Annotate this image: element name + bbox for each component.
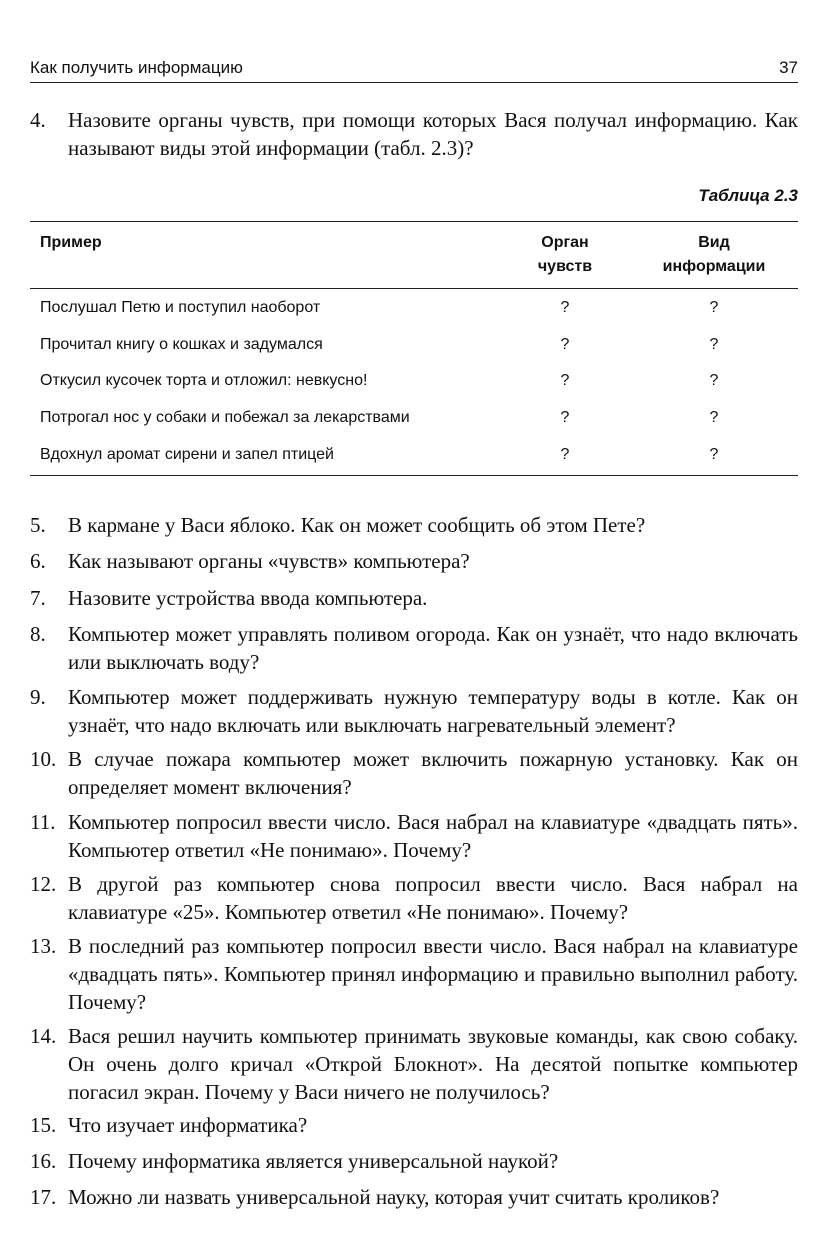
question-number: 11. bbox=[30, 810, 56, 834]
table-row bbox=[30, 443, 798, 479]
header-info-type bbox=[630, 231, 798, 279]
header-title: Как получить информацию bbox=[30, 58, 243, 77]
question-number: 16. bbox=[30, 1149, 57, 1173]
cell-organ: ? bbox=[560, 299, 570, 316]
cell-example: Вдохнул аромат сирени и запел птицей bbox=[40, 446, 334, 463]
question-4 bbox=[30, 106, 798, 162]
question-14 bbox=[30, 1022, 798, 1106]
question-16 bbox=[30, 1147, 798, 1175]
cell-organ: ? bbox=[560, 372, 570, 389]
question-text: Назовите устройства ввода компьютера. bbox=[68, 586, 428, 610]
cell-organ: ? bbox=[560, 409, 570, 426]
question-5 bbox=[30, 511, 798, 539]
table-row bbox=[30, 296, 798, 332]
cell-type: ? bbox=[709, 299, 719, 316]
question-number: 5. bbox=[30, 513, 46, 537]
header-example: Пример bbox=[40, 234, 102, 251]
question-number: 4. bbox=[30, 108, 46, 132]
header-type-line1: Вид bbox=[698, 234, 730, 251]
question-11 bbox=[30, 808, 798, 864]
table-row bbox=[30, 369, 798, 405]
question-6 bbox=[30, 547, 798, 575]
question-text: Почему информатика является универсальной наукой? bbox=[68, 1149, 559, 1173]
question-number: 17. bbox=[30, 1185, 57, 1209]
question-10 bbox=[30, 745, 798, 801]
question-text: В кармане у Васи яблоко. Как он может сообщить об этом Пете? bbox=[68, 513, 646, 537]
question-13 bbox=[30, 932, 798, 1016]
question-text: В другой раз компьютер снова попросил ввести число. Вася набрал на клавиатуре «25». Компьютер ответил «Не понимаю». Почему? bbox=[68, 872, 798, 924]
question-9 bbox=[30, 683, 798, 739]
question-text: Что изучает информатика? bbox=[68, 1113, 308, 1137]
question-text: Компьютер может управлять поливом огорода. Как он узнаёт, что надо включать или выключать воду? bbox=[68, 622, 798, 674]
cell-example: Потрогал нос у собаки и побежал за лекарствами bbox=[40, 409, 410, 426]
question-text: Можно ли назвать универсальной науку, которая учит считать кроликов? bbox=[68, 1185, 720, 1209]
question-text: В последний раз компьютер попросил ввести число. Вася набрал на клавиатуре «двадцать пять». Компьютер принял информацию и правильно выполнил работу. Почему? bbox=[68, 934, 798, 1014]
question-text: Как называют органы «чувств» компьютера? bbox=[68, 549, 470, 573]
table-header-rule bbox=[30, 288, 798, 289]
cell-organ: ? bbox=[560, 336, 570, 353]
question-number: 13. bbox=[30, 934, 57, 958]
running-header bbox=[30, 58, 798, 83]
question-text: Вася решил научить компьютер принимать звуковые команды, как свою собаку. Он очень долго кричал «Открой Блокнот». На десятой попытке компьютер погасил экран. Почему у Васи ничего не получилось? bbox=[68, 1024, 798, 1104]
cell-example: Прочитал книгу о кошках и задумался bbox=[40, 336, 323, 353]
cell-type: ? bbox=[709, 409, 719, 426]
table-bottom-rule bbox=[30, 475, 798, 476]
table-top-rule bbox=[30, 221, 798, 222]
question-number: 9. bbox=[30, 685, 46, 709]
question-number: 15. bbox=[30, 1113, 57, 1137]
question-number: 14. bbox=[30, 1024, 57, 1048]
header-organ-line1: Орган bbox=[541, 234, 589, 251]
question-number: 7. bbox=[30, 586, 46, 610]
cell-example: Откусил кусочек торта и отложил: невкусно! bbox=[40, 372, 368, 389]
question-7 bbox=[30, 584, 798, 612]
page-number: 37 bbox=[779, 58, 798, 77]
question-number: 6. bbox=[30, 549, 46, 573]
question-text: Компьютер может поддерживать нужную температуру воды в котле. Как он узнаёт, что надо включать или выключать нагревательный элемент? bbox=[68, 685, 798, 737]
question-number: 10. bbox=[30, 747, 57, 771]
cell-type: ? bbox=[709, 372, 719, 389]
question-text: В случае пожара компьютер может включить пожарную установку. Как он определяет момент включения? bbox=[68, 747, 798, 799]
table-row bbox=[30, 333, 798, 369]
question-text: Компьютер попросил ввести число. Вася набрал на клавиатуре «двадцать пять». Компьютер ответил «Не понимаю». Почему? bbox=[68, 810, 798, 862]
question-17 bbox=[30, 1183, 798, 1211]
question-15 bbox=[30, 1111, 798, 1139]
header-organ-line2: чувств bbox=[537, 258, 593, 275]
cell-organ: ? bbox=[560, 446, 570, 463]
question-8 bbox=[30, 620, 798, 676]
cell-type: ? bbox=[709, 336, 719, 353]
table-row bbox=[30, 406, 798, 442]
cell-type: ? bbox=[709, 446, 719, 463]
question-number: 12. bbox=[30, 872, 57, 896]
question-number: 8. bbox=[30, 622, 46, 646]
header-organ bbox=[510, 231, 620, 279]
question-text: Назовите органы чувств, при помощи которых Вася получал информацию. Как называют виды этой информации (табл. 2.3)? bbox=[68, 108, 798, 160]
table-caption: Таблица 2.3 bbox=[698, 186, 798, 205]
cell-example: Послушал Петю и поступил наоборот bbox=[40, 299, 321, 316]
header-type-line2: информации bbox=[662, 258, 766, 275]
question-12 bbox=[30, 870, 798, 926]
